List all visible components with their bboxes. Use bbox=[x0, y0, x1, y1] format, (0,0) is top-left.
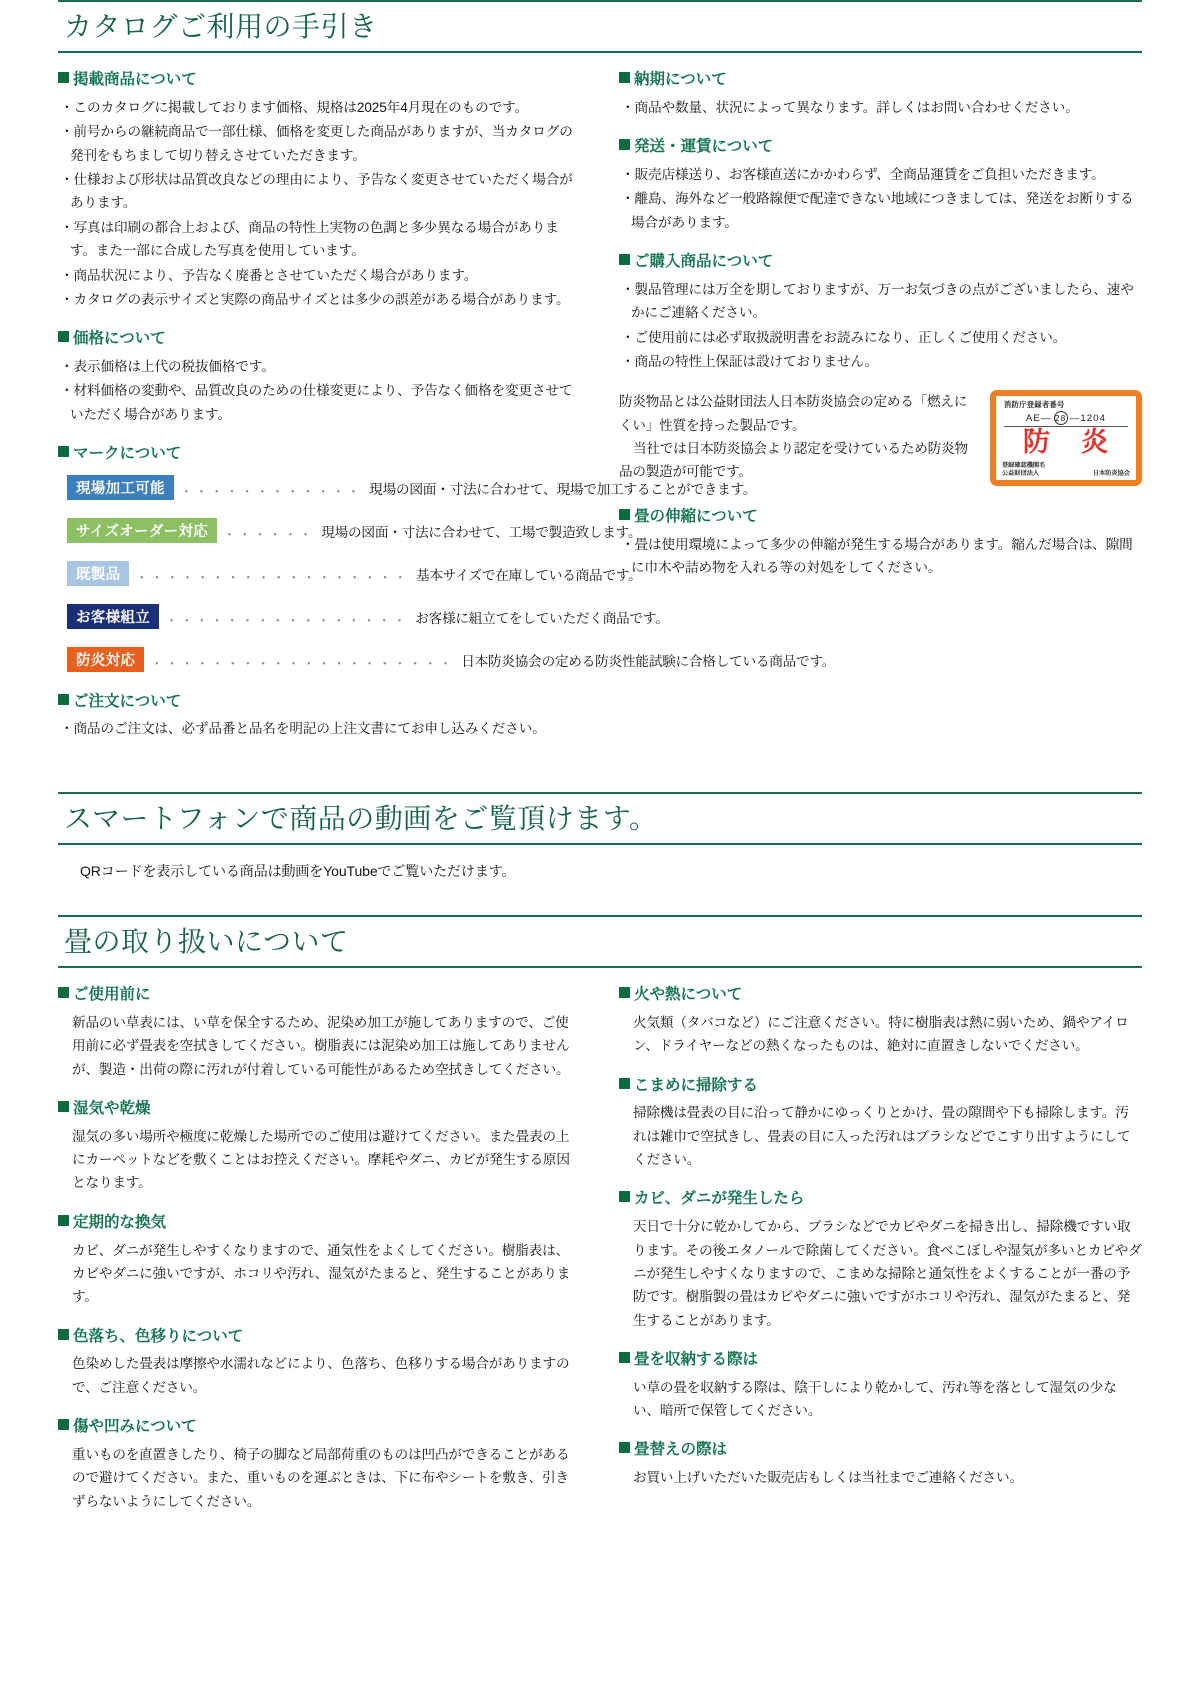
mark-row bbox=[58, 475, 757, 501]
tatami-section-header bbox=[58, 915, 1142, 968]
list-item: ・ 商品状況により、予告なく廃番とさせていただく場合があります。 bbox=[58, 264, 581, 287]
subheading-order bbox=[58, 691, 581, 713]
mark-description: 日本防炎協会の定める防炎性能試験に合格している商品です。 bbox=[461, 653, 836, 669]
square-bullet-icon bbox=[58, 1419, 69, 1430]
leader-dots: ・・・・・・・・・・・・ bbox=[179, 484, 363, 500]
body-frequent-cleaning: 掃除機は畳表の目に沿って静かにゆっくりとかけ、畳の隙間や下も掃除します。汚れは雑巾で空拭きし、畳表の目に入った汚れはブラシなどでこすり出すようにしてください。 bbox=[633, 1105, 1131, 1168]
cert-footer bbox=[1002, 462, 1130, 479]
leader-dots: ・・・・・・・・・・・・・・・・・・ bbox=[135, 570, 410, 586]
body-scratches-dents: 重いものを直置きしたり、椅子の脚など局部荷重のものは凹凸ができることがあるので避けてください。また、重いものを運ぶときは、下に布やシートを敷き、引きずらないようにしてください。 bbox=[72, 1446, 570, 1509]
subheading-purchase bbox=[619, 251, 1142, 273]
body-fire-heat: 火気類（タバコなど）にご注意ください。特に樹脂表は熱に弱いため、鍋やアイロン、ドライヤーなどの熱くなったものは、絶対に直置きしないでください。 bbox=[633, 1014, 1129, 1054]
cert-verify-label: 登録確認機関名 bbox=[1002, 461, 1046, 469]
list-item: ・ 製品管理には万全を期しておりますが、万一お気づきの点がございましたら、速やかにご連絡ください。 bbox=[619, 278, 1142, 325]
square-bullet-icon bbox=[619, 1078, 630, 1089]
cert-org-left: 公益財団法人 bbox=[1002, 469, 1040, 477]
body-ventilation: カビ、ダニが発生しやすくなりますので、通気性をよくしてください。樹脂表は、カビやダニに強いですが、ホコリや汚れ、湿気がたまると、発生することがあります。 bbox=[72, 1242, 571, 1305]
list-item: ・ 商品のご注文は、必ず品番と品名を明記の上注文書にてお申し込みください。 bbox=[58, 717, 581, 740]
badge-flame-retardant: 防炎対応 bbox=[67, 647, 144, 672]
fireproof-certification-mark bbox=[990, 390, 1142, 486]
body-color-fading: 色染めした畳表は摩擦や水濡れなどにより、色落ち、色移りする場合がありますので、ご注意ください。 bbox=[72, 1356, 570, 1395]
cert-registry-label: 消防庁登録者番号 bbox=[1004, 400, 1065, 410]
fireproof-paragraph-2: 当社では日本防炎協会より認定を受けているため防炎物品の製造が可能です。 bbox=[619, 441, 968, 480]
body-storage: い草の畳を収納する際は、陰干しにより乾かして、汚れ等を落として湿気の少ない、暗所で保管してください。 bbox=[633, 1379, 1117, 1419]
subheading-label: 畳替えの際は bbox=[634, 1441, 728, 1459]
square-bullet-icon bbox=[619, 1442, 630, 1453]
subheading-shipping bbox=[619, 136, 1142, 158]
subheading-label: こまめに掃除する bbox=[634, 1076, 759, 1094]
smartphone-section-header bbox=[58, 792, 1142, 845]
cert-org-row bbox=[1002, 470, 1130, 478]
list-delivery bbox=[619, 96, 1142, 119]
cert-glyph-en: 炎 bbox=[1081, 427, 1109, 458]
subheading-humidity bbox=[58, 1098, 581, 1120]
subheading-marks bbox=[58, 443, 581, 465]
subheading-mold-mites bbox=[619, 1188, 1142, 1210]
cert-number-circle: 28 bbox=[1054, 411, 1068, 425]
mark-row bbox=[58, 518, 642, 544]
square-bullet-icon bbox=[619, 509, 630, 520]
list-item: ・ 仕様および形状は品質改良などの理由により、予告なく変更させていただく場合があります。 bbox=[58, 168, 581, 215]
badge-onsite-processing: 現場加工可能 bbox=[67, 475, 174, 500]
subheading-frequent-cleaning bbox=[619, 1075, 1142, 1097]
subheading-storage bbox=[619, 1349, 1142, 1371]
guide-right-column bbox=[619, 69, 1142, 597]
list-item: ・ 離島、海外など一般路線便で配達できない地域につきましては、発送をお断りする場合があります。 bbox=[619, 187, 1142, 234]
smartphone-title: スマートフォンで商品の動画をご覧頂けます。 bbox=[64, 802, 658, 834]
list-price bbox=[58, 355, 581, 426]
subheading-label: 傷や凹みについて bbox=[73, 1418, 197, 1436]
guide-columns bbox=[58, 69, 1142, 758]
square-bullet-icon bbox=[58, 694, 69, 705]
list-item: ・ 前号からの継続商品で一部仕様、価格を変更した商品がありますが、当カタログの発刊をもちまして切り替えさせていただきます。 bbox=[58, 120, 581, 167]
fireproof-text bbox=[619, 390, 980, 484]
list-purchase bbox=[619, 278, 1142, 374]
subheading-label: 畳の伸縮について bbox=[634, 508, 758, 526]
mark-row bbox=[58, 604, 669, 630]
subheading-label: マークについて bbox=[73, 445, 182, 463]
list-item: ・ このカタログに掲載しております価格、規格は2025年4月現在のものです。 bbox=[58, 96, 581, 119]
subheading-label: 湿気や乾燥 bbox=[73, 1100, 151, 1117]
tatami-left-column bbox=[58, 984, 581, 1530]
subheading-label: カビ、ダニが発生したら bbox=[634, 1190, 805, 1208]
subheading-replacement bbox=[619, 1439, 1142, 1461]
body-replacement: お買い上げいただいた販売店もしくは当社までご連絡ください。 bbox=[633, 1470, 1023, 1486]
cert-registration-number bbox=[1004, 411, 1128, 427]
fireproof-block bbox=[619, 390, 1142, 486]
subheading-label: 火や熱について bbox=[634, 986, 743, 1004]
leader-dots: ・・・・・・・・・・・・・・・・ bbox=[165, 613, 409, 629]
leader-dots: ・・・・・・ bbox=[223, 527, 315, 543]
list-item: ・ 販売店様送り、お客様直送にかかわらず、全商品運賃をご負担いただきます。 bbox=[619, 163, 1142, 186]
square-bullet-icon bbox=[58, 1101, 69, 1112]
body-humidity: 湿気の多い場所や極度に乾燥した場所でのご使用は避けてください。また畳表の上にカーペットなどを敷くことはお控えください。摩耗やダニ、カビが発生する原因となります。 bbox=[72, 1128, 570, 1191]
mark-row bbox=[58, 561, 642, 587]
body-mold-mites: 天日で十分に乾かしてから、ブラシなどでカビやダニを掃き出し、掃除機ですい取ります。その後エタノールで除菌してください。食べこぼしや湿気が多いとカビやダニが発生しやすくなりますので、こまめな掃除と通気性をよくすることが一番の予防です。樹脂製の畳はカビやダニに強いですがホコリや汚れ、湿気がたまると、発生することがあります。 bbox=[633, 1219, 1142, 1328]
mark-description: 基本サイズで在庫している商品です。 bbox=[416, 567, 642, 583]
subheading-color-fading bbox=[58, 1326, 581, 1348]
subheading-label: 納期について bbox=[634, 71, 727, 89]
subheading-listed-products bbox=[58, 69, 581, 91]
list-item: ・ 商品や数量、状況によって異なります。詳しくはお問い合わせください。 bbox=[619, 96, 1142, 119]
cert-number-suffix: —1204 bbox=[1069, 412, 1107, 424]
list-item: ・ 表示価格は上代の税抜価格です。 bbox=[58, 355, 581, 378]
list-listed-products bbox=[58, 96, 581, 311]
mark-row bbox=[58, 647, 836, 673]
cert-glyph-bou: 防 bbox=[1023, 427, 1051, 458]
subheading-before-use bbox=[58, 984, 581, 1006]
mark-description: 現場の図面・寸法に合わせて、現場で加工することができます。 bbox=[369, 481, 757, 497]
square-bullet-icon bbox=[58, 987, 69, 998]
fireproof-paragraph-1: 防炎物品とは公益財団法人日本防炎協会の定める「燃えにくい」性質を持った製品です。 bbox=[619, 394, 968, 433]
body-before-use: 新品のい草表には、い草を保全するため、泥染め加工が施してありますので、ご使用前に必ず畳表を空拭きしてください。樹脂表には泥染め加工は施してありませんが、製造・出荷の際に汚れが付着している可能性があるため空拭きしてください。 bbox=[72, 1014, 570, 1077]
square-bullet-icon bbox=[58, 1329, 69, 1340]
square-bullet-icon bbox=[619, 987, 630, 998]
page-title: カタログご利用の手引き bbox=[64, 11, 378, 42]
qr-note: QRコードを表示している商品は動画をYouTubeでご覧いただけます。 bbox=[80, 863, 516, 879]
guide-section-header bbox=[58, 0, 1142, 53]
list-order bbox=[58, 717, 581, 740]
subheading-expansion bbox=[619, 506, 1142, 528]
subheading-fire-heat bbox=[619, 984, 1142, 1006]
list-item: ・ 材料価格の変動や、品質改良のための仕様変更により、予告なく価格を変更させていただく場合があります。 bbox=[58, 379, 581, 426]
tatami-columns bbox=[58, 984, 1142, 1530]
subheading-label: ご注文について bbox=[73, 692, 182, 710]
mark-description: お客様に組立てをしていただく商品です。 bbox=[415, 610, 669, 626]
list-expansion bbox=[619, 533, 1142, 580]
square-bullet-icon bbox=[58, 1215, 69, 1226]
square-bullet-icon bbox=[619, 72, 630, 83]
cert-number-prefix: AE— bbox=[1025, 412, 1052, 424]
square-bullet-icon bbox=[619, 1191, 630, 1202]
cert-org-right: 日本防炎協会 bbox=[1092, 469, 1130, 477]
spacer bbox=[58, 881, 1142, 915]
subheading-ventilation bbox=[58, 1212, 581, 1234]
subheading-delivery bbox=[619, 69, 1142, 91]
subheading-label: ご購入商品について bbox=[634, 253, 774, 271]
subheading-scratches-dents bbox=[58, 1416, 581, 1438]
subheading-label: 掲載商品について bbox=[73, 71, 197, 89]
list-shipping bbox=[619, 163, 1142, 234]
cert-bouen-glyphs bbox=[1002, 429, 1130, 456]
square-bullet-icon bbox=[619, 1352, 630, 1363]
subheading-label: 畳を収納する際は bbox=[634, 1351, 759, 1368]
list-item: ・ ご使用前には必ず取扱説明書をお読みになり、正しくご使用ください。 bbox=[619, 326, 1142, 349]
tatami-title: 畳の取り扱いについて bbox=[64, 926, 349, 957]
square-bullet-icon bbox=[58, 72, 69, 83]
square-bullet-icon bbox=[619, 139, 630, 150]
list-item: ・ 商品の特性上保証は設けておりません。 bbox=[619, 350, 1142, 373]
spacer bbox=[58, 758, 1142, 792]
subheading-label: 定期的な換気 bbox=[73, 1213, 167, 1231]
list-item: ・ 畳は使用環境によって多少の伸縮が発生する場合があります。縮んだ場合は、隙間に巾木や詰め物を入れる等の対処をしてください。 bbox=[619, 533, 1142, 580]
list-item: ・ カタログの表示サイズと実際の商品サイズとは多少の誤差がある場合があります。 bbox=[58, 288, 581, 311]
badge-customer-assembly: お客様組立 bbox=[67, 604, 159, 629]
badge-size-order: サイズオーダー対応 bbox=[67, 518, 217, 543]
badge-ready-made: 既製品 bbox=[67, 561, 129, 586]
tatami-right-column bbox=[619, 984, 1142, 1506]
subheading-label: 発送・運賃について bbox=[634, 138, 774, 156]
subheading-label: 色落ち、色移りについて bbox=[73, 1327, 244, 1345]
square-bullet-icon bbox=[619, 254, 630, 265]
subheading-label: 価格について bbox=[73, 330, 166, 348]
leader-dots: ・・・・・・・・・・・・・・・・・・・・ bbox=[150, 656, 455, 672]
mark-description: 現場の図面・寸法に合わせて、工場で製造致します。 bbox=[321, 524, 642, 540]
subheading-label: ご使用前に bbox=[73, 986, 151, 1004]
square-bullet-icon bbox=[58, 446, 69, 457]
list-item: ・ 写真は印刷の都合上および、商品の特性上実物の色調と多少異なる場合があります。また一部に合成した写真を使用しています。 bbox=[58, 216, 581, 263]
square-bullet-icon bbox=[58, 331, 69, 342]
subheading-price bbox=[58, 328, 581, 350]
